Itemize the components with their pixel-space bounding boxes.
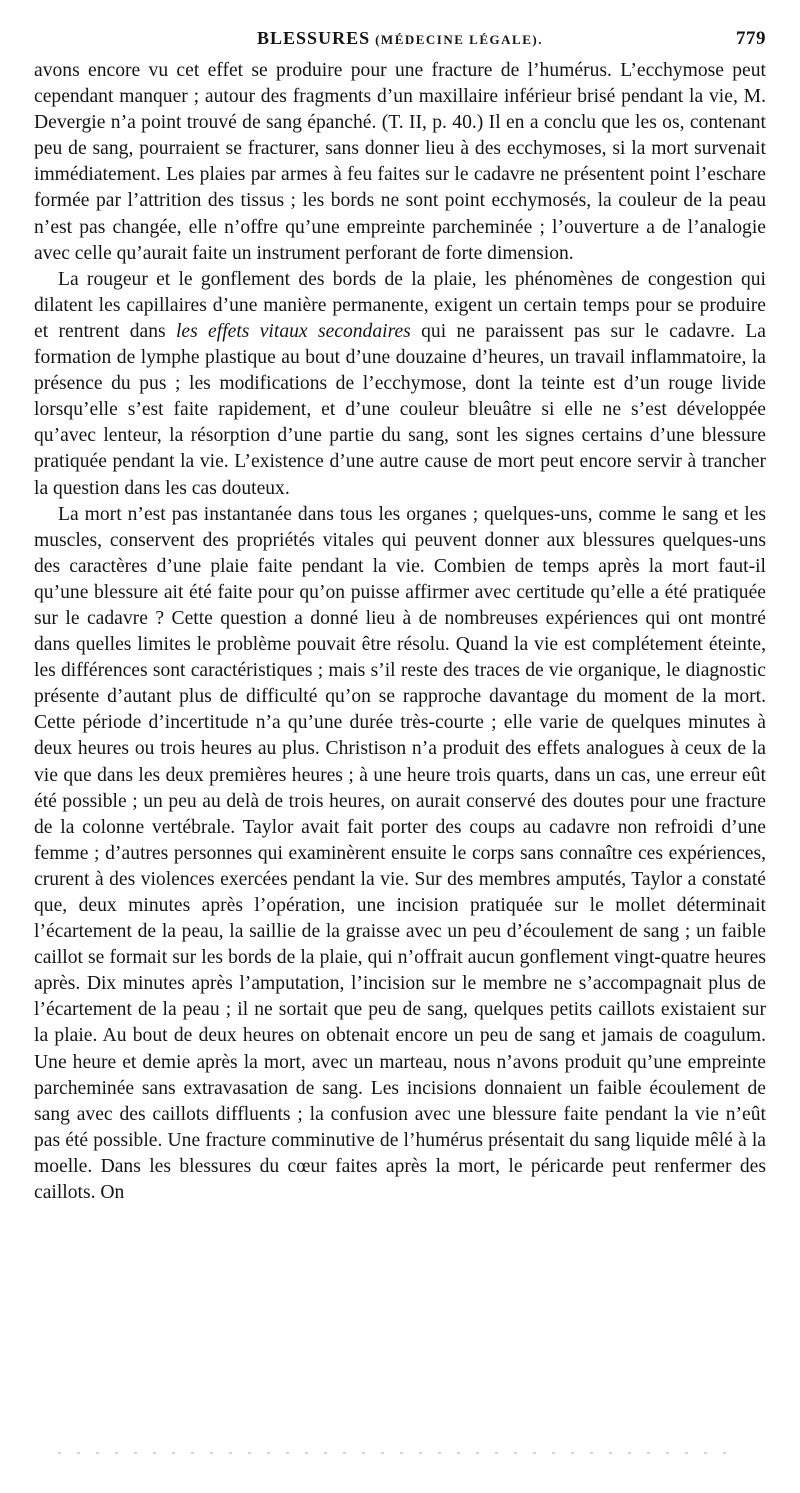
book-page [34,28,766,1206]
paragraph-text: La mort n’est pas instantanée dans tous les organes ; quelques-uns, comme le sang et les muscles, conservent des propriétés vitales qui peuvent donner aux blessures quelques-uns des caractères d’une plaie faite pendant la vie. Combien de temps après la mort faut-il qu’une blessure ait été faite pour qu’on puisse affirmer avec certitude qu’elle a été pratiquée sur le cadavre ? Cette question a donné lieu à de nombreuses expériences qui ont montré dans quelles limites le problème pouvait être résolu. Quand la vie est complétement éteinte, les différences sont caractéristiques ; mais s’il reste des traces de vie organique, le diagnostic présente d’autant plus de difficulté qu’on se rapproche davantage du moment de la mort. Cette période d’incertitude n’a qu’une durée très-courte ; elle varie de quelques minutes à deux heures ou trois heures au plus. Christison n’a produit des effets analogues à ceux de la vie que dans les deux premières heures ; à une heure trois quarts, dans un cas, une erreur eût été possible ; un peu au delà de trois heures, on aurait conservé des doutes pour une fracture de la colonne vertébrale. Taylor avait fait porter des coups au cadavre non refroidi d’une femme ; d’autres personnes qui examinèrent ensuite le corps sans connaître ces expériences, crurent à des violences exercées pendant la vie. Sur des membres amputés, Taylor a constaté que, deux minutes après l’opération, une incision pratiquée sur le mollet déterminait l’écartement de la peau, la saillie de la graisse avec un peu d’écoulement de sang ; un faible caillot se formait sur les bords de la plaie, qui n’offrait aucun gonflement vingt-quatre heures après. Dix minutes après l’amputation, l’incision sur le membre ne s’accompagnait plus de l’écartement de la peau ; il ne sortait que peu de sang, quelques petits caillots existaient sur la plaie. Au bout de deux heures on obtenait encore un peu de sang et jamais de coagulum. Une heure et demie après la mort, avec un marteau, nous n’avons produit qu’une empreinte parcheminée sans extravasation de sang. Les incisions donnaient un faible écoulement de sang avec des caillots diffluents ; la confusion avec une blessure faite pendant la vie n’eût pas été possible. Une fracture comminutive de l’humérus présentait du sang liquide mêlé à la moelle. Dans les blessures du cœur faites après la mort, le péricarde peut renfermer des caillots. On [34,503,766,1204]
italic-text: les effets vitaux secondaires [175,320,411,342]
running-head-title: BLESSURES [257,28,371,48]
paragraph-text: qui ne paraissent pas sur le cadavre. La formation de lymphe plastique au bout d’une douzaine d’heures, un travail inflammatoire, la présence du pus ; les modifications de l’ecchymose, dont la teinte est d’un rouge livide lorsqu’elle s’est faite rapidement, et d’une couleur bleuâtre si elle ne s’est développée qu’avec lenteur, la résorption d’une partie du sang, sont les signes certains d’une blessure pratiquée pendant la vie. L’existence d’une autre cause de mort peut encore servir à trancher la question dans les cas douteux. [34,320,766,499]
paragraph [34,58,766,267]
body-text [34,58,766,1206]
paragraph [34,267,766,502]
running-head [34,28,766,58]
paragraph-text: La rougeur et le gonflement des bords de la plaie, les phénomènes de congestion qui dilatent les capillaires d’une manière permanente, exigent un certain temps pour se produire et rentrent dans [34,268,766,342]
page-number: 779 [736,28,766,49]
paragraph [34,502,766,1207]
running-head-subtitle: (MÉDECINE LÉGALE). [375,32,543,47]
footer-scan-noise [58,1452,738,1454]
paragraph-text: avons encore vu cet effet se produire pour une fracture de l’humérus. L’ecchymose peut cependant manquer ; autour des fragments d’un maxillaire inférieur brisé pendant la vie, M. Devergie n’a point trouvé de sang épanché. (T. II, p. 40.) Il en a conclu que les os, contenant peu de sang, pourraient se fracturer, sans donner lieu à des ecchymoses, si la mort survenait immédiatement. Les plaies par armes à feu faites sur le cadavre ne présentent point l’eschare formée par l’attrition des tissus ; les bords ne sont point ecchymosés, la couleur de la peau n’est pas changée, elle n’offre qu’une empreinte parcheminée ; l’ouverture a de l’analogie avec celle qu’aurait faite un instrument perforant de forte dimension. [34,60,766,264]
